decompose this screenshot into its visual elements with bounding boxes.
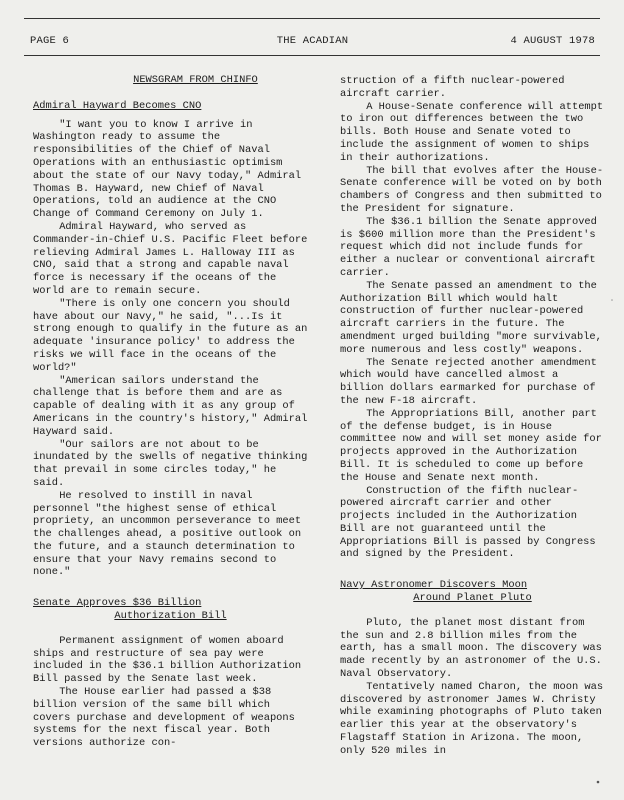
ink-speck <box>597 781 600 784</box>
article-headline-pluto-line2: Around Planet Pluto <box>413 592 532 605</box>
article-headline-cno: Admiral Hayward Becomes CNO <box>33 99 202 112</box>
publication-name: THE ACADIAN <box>276 35 349 47</box>
article-headline-senate: Senate Approves $36 Billion <box>33 597 202 610</box>
newsgram-title: NEWSGRAM FROM CHINFO <box>133 74 258 86</box>
article-paragraph: The House earlier had passed a $38 billion version of the same bill which covers purchase and development of weapons systems for the next fiscal year. Both versions authorize con- <box>33 686 295 750</box>
article-headline-senate-line2: Authorization Bill <box>114 610 227 623</box>
issue-date: 4 AUGUST 1978 <box>510 35 595 47</box>
article-paragraph: Pluto, the planet most distant from the sun and 2.8 billion miles from the earth, has a small moon. The discovery was made recently by an astronomer of the U.S. Naval Observatory. <box>340 616 602 681</box>
article-paragraph: "I want you to know I arrive in Washington ready to assume the responsibilities of the Chief of Naval Operations with an enthusiastic optimism about the state of our Navy today," Admiral Thomas B. Hayward, new Chief of Naval Operations, told an audience at the CNO Change of Command Ceremony on July 1. <box>33 118 302 221</box>
ink-speck <box>611 299 613 301</box>
article-paragraph: Permanent assignment of women aboard ships and restructure of sea pay were included in the $36.1 billion Authorization Bill passed by the Senate last week. <box>33 634 302 686</box>
article-paragraph: The bill that evolves after the House-Senate conference will be voted on by both chambers of Congress and then submitted to the President for signature. <box>340 164 604 215</box>
article-paragraph: Admiral Hayward, who served as Commander-in-Chief U.S. Pacific Fleet before relieving Admiral James L. Halloway III as CNO, said that a strong and capable naval force is necessary if the oceans of the world are to remain secure. <box>33 220 308 297</box>
article-paragraph: The $36.1 billion the Senate approved is $600 million more than the President's request which did not include funds for either a nuclear or conventional aircraft carrier. <box>340 215 597 279</box>
article-paragraph: Construction of the fifth nuclear-powered aircraft carrier and other projects included in the Authorization Bill are not guaranteed until the Appropriations Bill is passed by Congress and signed by the President. <box>340 484 596 561</box>
article-continuation: struction of a fifth nuclear-powered aircraft carrier. <box>340 75 565 100</box>
article-paragraph: The Senate rejected another amendment which would have cancelled almost a billion dollars earmarked for purchase of the new F-18 aircraft. <box>340 356 597 407</box>
article-paragraph: A House-Senate conference will attempt to iron out differences between the two bills. Both House and Senate voted to include the assignment of women to ships in their authorizations. <box>340 100 604 164</box>
article-headline-pluto: Navy Astronomer Discovers Moon <box>340 579 528 592</box>
article-paragraph: Tentatively named Charon, the moon was discovered by astronomer James W. Christy while examining photographs of Pluto taken earlier this year at the observatory's Flagstaff Station in Arizona. The moon, only 520 miles in <box>340 680 604 757</box>
article-paragraph: He resolved to instill in naval personnel "the highest sense of ethical propriety, an uncommon perseverance to meet the challenges ahead, a positive outlook on the future, and a staunch determination to ensure that your Navy remains second to none." <box>33 489 302 579</box>
article-paragraph: "Our sailors are not about to be inundated by the swells of negative thinking that prevail in some circles today," he said. <box>33 438 308 489</box>
page-number: PAGE 6 <box>30 35 70 47</box>
article-paragraph: The Appropriations Bill, another part of the defense budget, is in House committee now and will set money aside for projects approved in the Authorization Bill. It is scheduled to come up before the House and Senate next month. <box>340 407 602 484</box>
article-paragraph: The Senate passed an amendment to the Authorization Bill which would halt construction of further nuclear-powered aircraft carriers in the future. The amendment urged building "more survivable, more numerous and less costly" weapons. <box>340 279 602 356</box>
article-paragraph: "American sailors understand the challenge that is before them and are as capable of dealing with it as any group of Americans in the country's history," Admiral Hayward said. <box>33 374 308 438</box>
article-paragraph: "There is only one concern you should have about our Navy," he said, "...Is it strong enough to qualify in the future as an adequate 'insurance policy' to address the risks we will face in the oceans of the world?" <box>33 297 308 374</box>
